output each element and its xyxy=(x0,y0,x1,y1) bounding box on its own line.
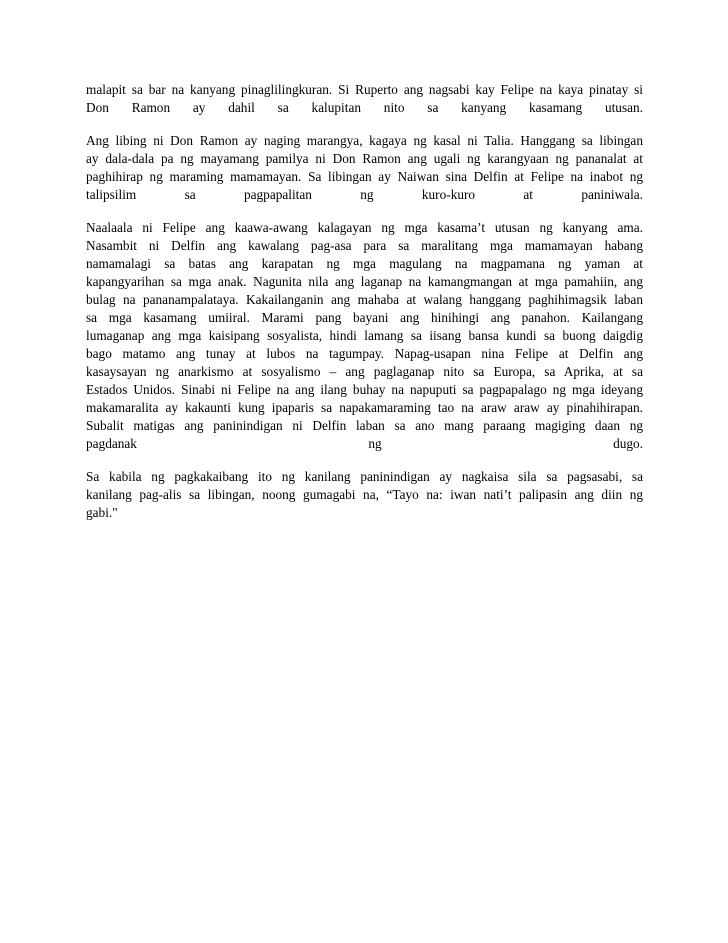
text-line: ay dala-dala pa ng mayamang pamilya ni Don Ramon ang ugali ng karangyaan ng pananalat at xyxy=(86,151,643,166)
text-line: kanilang pag-alis sa libingan, noong gumagabi na, “Tayo na: iwan nati’t palipasin ang diin ng xyxy=(86,487,643,502)
text-line: Sa kabila ng pagkakaibang ito ng kanilang paninindigan ay nagkaisa sila sa pagsasabi, sa xyxy=(86,469,643,484)
text-line: paghihirap ng maraming mamamayan. Sa libingan ay Naiwan sina Delfin at Felipe na inabot ng xyxy=(86,169,643,184)
paragraph-2 xyxy=(86,132,643,204)
text-line: kasaysayan ng anarkismo at sosyalismo – ang paglaganap nito sa Europa, sa Aprika, at sa xyxy=(86,364,643,379)
text-line: sa mga kasamang umiiral. Marami pang bayani ang hinihingi ang panahon. Kailangang xyxy=(86,310,643,325)
text-line: lumaganap ang mga kaisipang sosyalista, hindi lamang sa iisang bansa kundi sa buong daigdig xyxy=(86,328,643,343)
text-line: Don Ramon ay dahil sa kalupitan nito sa kanyang kasamang utusan. xyxy=(86,100,643,115)
text-line: Estados Unidos. Sinabi ni Felipe na ang ilang buhay na napuputi sa pagpapalago ng mga ideyang xyxy=(86,382,643,397)
text-line: malapit sa bar na kanyang pinaglilingkuran. Si Ruperto ang nagsabi kay Felipe na kaya pinatay si xyxy=(86,82,643,97)
paragraph-4 xyxy=(86,468,643,522)
text-line: Subalit matigas ang paninindigan ni Delfin laban sa ano mang paraang magiging daan ng xyxy=(86,418,643,433)
text-line: talipsilim sa pagpapalitan ng kuro-kuro at paniniwala. xyxy=(86,187,643,202)
text-line: pagdanak ng dugo. xyxy=(86,436,643,451)
paragraph-3 xyxy=(86,219,643,453)
text-line: Naalaala ni Felipe ang kaawa-awang kalagayan ng mga kasama’t utusan ng kanyang ama. xyxy=(86,220,643,235)
text-line: namamalagi sa batas ang karapatan ng mga magulang na magpamana ng yaman at xyxy=(86,256,643,271)
text-line: Nasambit ni Delfin ang kawalang pag-asa para sa maralitang mga mamamayan habang xyxy=(86,238,643,253)
text-line: gabi." xyxy=(86,505,118,520)
text-line: bago matamo ang tunay at lubos na tagumpay. Napag-usapan nina Felipe at Delfin ang xyxy=(86,346,643,361)
document-page xyxy=(86,81,643,537)
text-line: Ang libing ni Don Ramon ay naging marangya, kagaya ng kasal ni Talia. Hanggang sa libingan xyxy=(86,133,643,148)
text-line: makamaralita ay kakaunti kung ipaparis sa napakamaraming tao na araw araw ay pinahihirapan. xyxy=(86,400,643,415)
text-line: bulag na pananampalataya. Kakailanganin ang mahaba at walang hanggang paghihimagsik laban xyxy=(86,292,643,307)
paragraph-1 xyxy=(86,81,643,117)
text-line: kapangyarihan sa mga anak. Nagunita nila ang laganap na kamangmangan at mga pamahiin, ang xyxy=(86,274,643,289)
